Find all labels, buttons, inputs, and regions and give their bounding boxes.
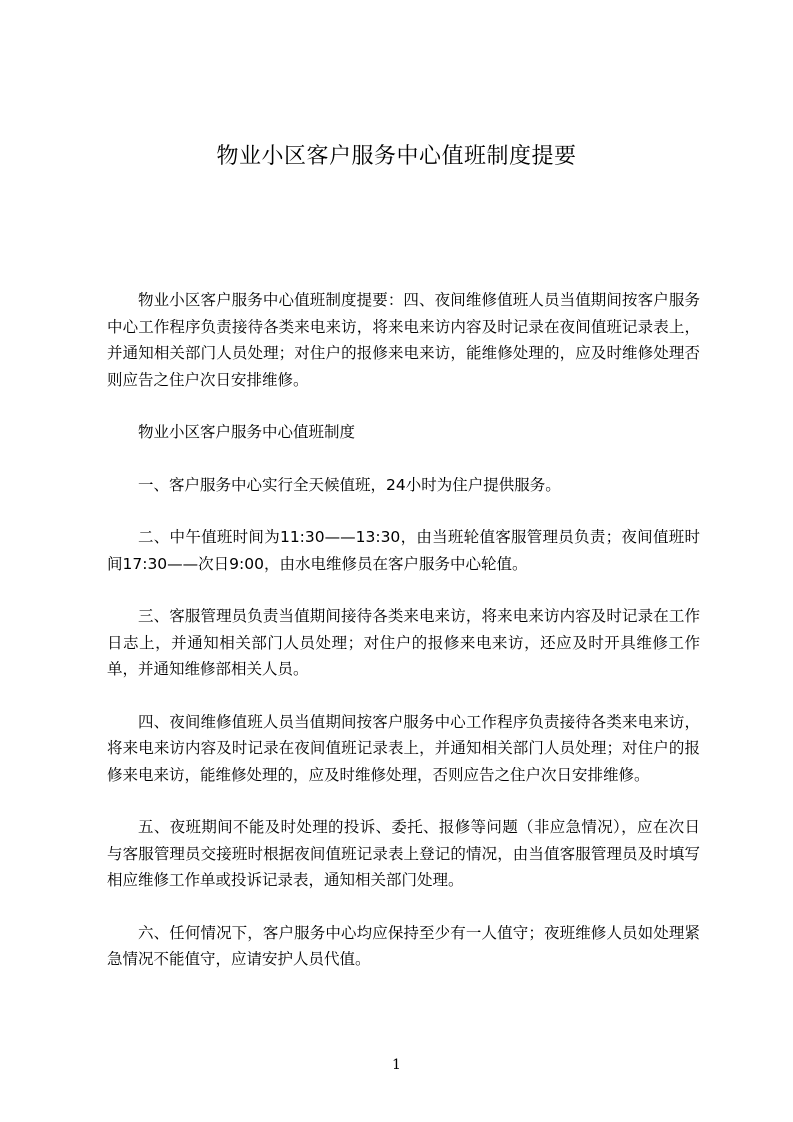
paragraph-spacer	[107, 894, 700, 920]
paragraph-spacer	[107, 393, 700, 419]
paragraph-spacer	[107, 446, 700, 472]
paragraph-spacer	[107, 788, 700, 814]
page-number: 1	[392, 1057, 401, 1073]
paragraph-subheading: 物业小区客户服务中心值班制度	[138, 423, 356, 441]
paragraph-rule-4: 四、夜间维修值班人员当值期间按客户服务中心工作程序负责接待各类来电来访，将来电来访内容及时记录在夜间值班记录表上，并通知相关部门人员处理；对住户的报修来电来访，能维修处理的，应及时维修处理，否则应告之住户次日安排维修。	[107, 712, 700, 784]
paragraph-rule-3: 三、客服管理员负责当值期间接待各类来电来访，将来电来访内容及时记录在工作日志上，并通知相关部门人员处理；对住户的报修来电来访，还应及时开具维修工作单，并通知维修部相关人员。	[107, 607, 700, 678]
document-body	[107, 287, 700, 973]
paragraph-rule-5: 五、夜班期间不能及时处理的投诉、委托、报修等问题（非应急情况），应在次日与客服管理员交接班时根据夜间值班记录表上登记的情况，由当值客服管理员及时填写相应维修工作单或投诉记录表，通知相关部门处理。	[107, 818, 700, 889]
paragraph-summary: 物业小区客户服务中心值班制度提要：四、夜间维修值班人员当值期间按客户服务中心工作程序负责接待各类来电来访，将来电来访内容及时记录在夜间值班记录表上，并通知相关部门人员处理；对住户的报修来电来访，能维修处理的，应及时维修处理否则应告之住户次日安排维修。	[107, 291, 700, 389]
document-title: 物业小区客户服务中心值班制度提要	[216, 144, 577, 169]
paragraph-spacer	[107, 577, 700, 603]
paragraph-rule-1: 一、客户服务中心实行全天候值班，24小时为住户提供服务。	[138, 475, 561, 494]
paragraph-rule-2: 二、中午值班时间为11:30——13:30，由当班轮值客服管理员负责；夜间值班时间17:30——次日9:00，由水电维修员在客户服务中心轮值。	[107, 528, 700, 573]
paragraph-spacer	[107, 498, 700, 524]
paragraph-rule-6: 六、任何情况下，客户服务中心均应保持至少有一人值守；夜班维修人员如处理紧急情况不能值守，应请安护人员代值。	[107, 923, 700, 968]
paragraph-spacer	[107, 683, 700, 709]
